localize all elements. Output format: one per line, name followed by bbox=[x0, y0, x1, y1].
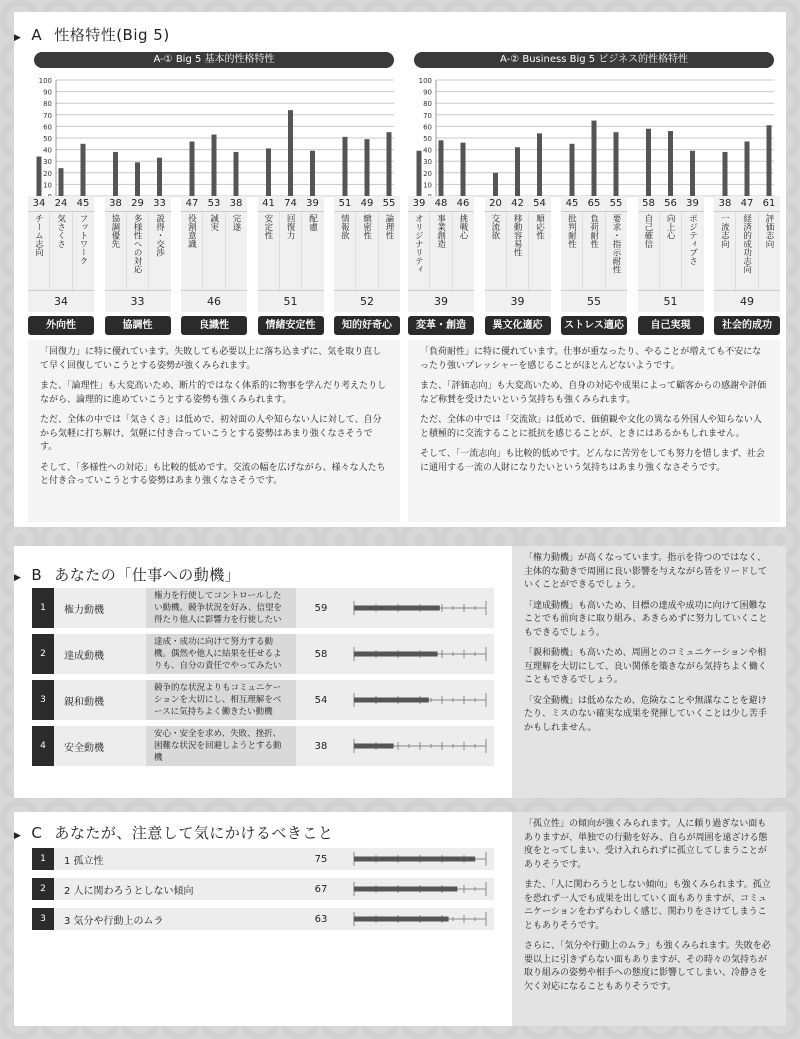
motivation-score: 38 bbox=[296, 726, 346, 766]
panel-header: A-② Business Big 5 ビジネス的性格特性 bbox=[414, 52, 774, 68]
score-row bbox=[408, 196, 474, 212]
trait-label: 説得・交渉 bbox=[154, 214, 165, 257]
row-number: 3 bbox=[32, 908, 54, 930]
label-row bbox=[181, 212, 247, 290]
trait-label: 要求・指示耐性 bbox=[610, 214, 621, 274]
score-row bbox=[181, 196, 247, 212]
trait-label: 論理性 bbox=[383, 214, 394, 240]
group-score: 46 bbox=[181, 290, 247, 312]
trait-label: 安定性 bbox=[258, 212, 280, 290]
score-row bbox=[334, 196, 400, 212]
comment-paragraph: 「負荷耐性」に特に優れています。仕事が重なったり、やることが増えても不安になったり強いプレッシャーを感じることがほとんどないようです。 bbox=[420, 347, 762, 371]
row-number: 1 bbox=[32, 588, 54, 628]
gauge-fill bbox=[354, 652, 438, 657]
trait-score: 51 bbox=[338, 198, 352, 209]
comment-paragraph: そして、「一流志向」も比較的低めです。どんなに苦労をしても努力を惜しまず、社会に通用する一流の人財になりたいという気持ちはあまり強くなさそうです。 bbox=[420, 449, 765, 473]
section-b-title: ▶ B あなたの「仕事への動機」 bbox=[14, 566, 241, 584]
score-gauge bbox=[346, 848, 494, 870]
trait-score: 53 bbox=[207, 198, 221, 209]
section-c-card bbox=[14, 812, 786, 1026]
y-tick-label: 80 bbox=[43, 100, 52, 109]
trait-label: 一流志向 bbox=[714, 212, 736, 290]
trait-label: 役割意識 bbox=[181, 212, 203, 290]
trait-score: 41 bbox=[262, 198, 275, 209]
bar-挑戦心 bbox=[461, 143, 466, 196]
label-row bbox=[105, 212, 171, 290]
comment-paragraph: 「権力動機」が高くなっています。指示を待つのではなく、主体的な動きで周囲に良い影響を与えながら皆をリードしていくことができるでしょう。 bbox=[524, 553, 768, 590]
comment-paragraph: 「回復力」に特に優れています。失敗しても必要以上に落ち込まずに、気を取り直して早く回復していこうとする姿勢が強くみられます。 bbox=[40, 347, 382, 371]
bar-要求・指示耐性 bbox=[614, 132, 619, 196]
gauge-cell bbox=[346, 908, 494, 930]
bar-自己確信 bbox=[646, 129, 651, 196]
comment-paragraph: また、「評価志向」も大変高いため、自身の対応や成果によって顧客からの感謝や評価など称賛を受けたいという気持ちも強くみられます。 bbox=[420, 381, 767, 405]
score-group bbox=[714, 196, 780, 312]
trait-score: 74 bbox=[284, 198, 297, 209]
motivation-description: 競争的な状況よりもコミュニケーションを大切にし、相互理解をベースに気持ちよく働きたい動機 bbox=[146, 680, 296, 720]
trait-score: 33 bbox=[153, 198, 166, 209]
trait-label: 多様性への対応 bbox=[127, 212, 149, 290]
trait-label: ポジティブさ bbox=[687, 214, 698, 265]
gauge-fill bbox=[354, 887, 457, 892]
score-row bbox=[561, 196, 627, 212]
bar-役割意識 bbox=[190, 141, 195, 196]
motivation-row bbox=[32, 634, 494, 674]
bar-オリジナリティ bbox=[417, 151, 422, 196]
score-group bbox=[561, 196, 627, 312]
caution-row bbox=[32, 878, 494, 900]
row-number: 3 bbox=[32, 680, 54, 720]
trait-label: 経済的成功志向 bbox=[736, 212, 758, 290]
gauge-fill bbox=[354, 857, 475, 862]
trait-label: 評価志向 bbox=[763, 214, 774, 248]
category-labels bbox=[28, 316, 400, 338]
trait-score: 39 bbox=[306, 198, 319, 209]
gauge-fill bbox=[354, 606, 440, 611]
caution-row bbox=[32, 848, 494, 870]
y-tick-label: 30 bbox=[423, 158, 432, 167]
y-tick-label: 10 bbox=[423, 181, 432, 190]
score-group bbox=[485, 196, 551, 312]
motivation-name: 権力動機 bbox=[54, 588, 146, 628]
gauge-cell bbox=[346, 726, 494, 766]
trait-label: 向上心 bbox=[660, 212, 682, 290]
y-tick-label: 40 bbox=[423, 146, 432, 155]
trait-score: 47 bbox=[740, 198, 754, 209]
category-pill: 良識性 bbox=[181, 316, 247, 335]
trait-score: 39 bbox=[686, 198, 699, 209]
comment-paragraph: 「孤立性」の傾向が強くみられます。人に頼り過ぎない面もありますが、単独での行動を好み、自らが周囲を遠ざける態度をとってしまい、受け入れられずに孤立してしまうことがありそうです。 bbox=[524, 819, 768, 870]
trait-score: 55 bbox=[609, 198, 623, 209]
score-group bbox=[181, 196, 247, 312]
caution-score: 63 bbox=[296, 908, 346, 930]
motivation-name: 安全動機 bbox=[54, 726, 146, 766]
trait-score: 39 bbox=[412, 198, 426, 209]
y-tick-label: 70 bbox=[423, 111, 432, 120]
bar-情報欲 bbox=[343, 137, 348, 196]
category-pill: 異文化適応 bbox=[485, 316, 551, 335]
motivation-row bbox=[32, 726, 494, 766]
trait-label: 配慮 bbox=[307, 214, 318, 231]
trait-score: 55 bbox=[382, 198, 396, 209]
category-pill: 情緒安定性 bbox=[258, 316, 324, 335]
trait-score: 38 bbox=[229, 198, 243, 209]
trait-label: 完遂 bbox=[230, 214, 241, 231]
comment-paragraph: また、「論理性」も大変高いため、断片的ではなく体系的に物事を学んだり考えたりしながら、論理的に進めていこうとする姿勢も強くみられます。 bbox=[40, 381, 387, 405]
bar-完遂 bbox=[234, 152, 239, 196]
score-gauge bbox=[346, 878, 494, 900]
y-tick-label: 80 bbox=[423, 100, 432, 109]
score-gauge bbox=[346, 908, 494, 930]
trait-score: 38 bbox=[109, 198, 122, 209]
label-row bbox=[638, 212, 704, 290]
trait-label: 気さくさ bbox=[50, 212, 72, 290]
motivation-description: 安心・安全を求め、失敗、挫折、困難な状況を回避しようとする動機 bbox=[146, 726, 296, 766]
motivation-name: 達成動機 bbox=[54, 634, 146, 674]
bar-向上心 bbox=[668, 131, 673, 196]
trait-score: 65 bbox=[587, 198, 601, 209]
score-row bbox=[485, 196, 551, 212]
group-score: 51 bbox=[638, 290, 704, 312]
trait-label: チーム志向 bbox=[28, 212, 50, 290]
bar-事業創造 bbox=[439, 140, 444, 196]
label-row bbox=[258, 212, 324, 290]
score-row bbox=[28, 196, 94, 212]
caution-name: 1 孤立性 bbox=[54, 848, 296, 870]
motivation-table bbox=[32, 588, 494, 798]
trait-score: 38 bbox=[718, 198, 732, 209]
motivation-name: 親和動機 bbox=[54, 680, 146, 720]
trait-score: 49 bbox=[360, 198, 374, 209]
panel-big5 bbox=[28, 52, 400, 522]
gauge-cell bbox=[346, 634, 494, 674]
gauge-cell bbox=[346, 680, 494, 720]
group-score: 33 bbox=[105, 290, 171, 312]
gauge-fill bbox=[354, 698, 429, 703]
y-tick-label: 100 bbox=[38, 77, 52, 85]
section-a-title: ▶ A 性格特性(Big 5) bbox=[14, 26, 170, 44]
row-number: 2 bbox=[32, 878, 54, 900]
trait-score: 24 bbox=[54, 198, 68, 209]
commentary-box bbox=[28, 340, 400, 522]
comment-paragraph: ただ、全体の中では「交流欲」は低めで、価値観や文化の異なる外国人や知らない人と積極的に交流することに抵抗を感じることが、ときにはあるかもしれません。 bbox=[420, 415, 762, 439]
trait-score: 48 bbox=[434, 198, 448, 209]
y-tick-label: 90 bbox=[43, 88, 52, 97]
gauge-cell bbox=[346, 848, 494, 870]
score-columns bbox=[28, 196, 400, 312]
caution-name: 3 気分や行動上のムラ bbox=[54, 908, 296, 930]
score-row bbox=[105, 196, 171, 212]
label-row bbox=[408, 212, 474, 290]
y-tick-label: 20 bbox=[423, 169, 432, 178]
comment-paragraph: 「安全動機」は低めなため、危険なことや無謀なことを避けたり、ミスのない確実な成果を発揮していくことは少し苦手かもしれません。 bbox=[524, 695, 768, 733]
trait-score: 56 bbox=[664, 198, 677, 209]
section-b-card bbox=[14, 546, 786, 798]
trait-label: 移動容易性 bbox=[507, 212, 529, 290]
category-pill: 知的好奇心 bbox=[334, 316, 400, 335]
section-c-title: ▶ C あなたが、注意して気にかけるべきこと bbox=[14, 824, 334, 842]
trait-label: オリジナリティ bbox=[408, 212, 430, 290]
trait-label: 交流欲 bbox=[485, 212, 507, 290]
bar-チーム志向 bbox=[37, 157, 42, 196]
bar-誠実 bbox=[212, 135, 217, 196]
label-row bbox=[334, 212, 400, 290]
trait-score: 47 bbox=[185, 198, 199, 209]
comment-paragraph: ただ、全体の中では「気さくさ」は低めで、初対面の人や知らない人に対して、自分から気軽に打ち解け、気軽に付き合っていこうとする姿勢はあまり強くなさそうです。 bbox=[40, 415, 382, 452]
trait-label: 協調優先 bbox=[105, 212, 127, 290]
comment-paragraph: 「達成動機」も高いため、目標の達成や成功に向けて困難なことでも前向きに取り組み、あきらめずに努力していくこともできるでしょう。 bbox=[524, 600, 768, 638]
group-score: 49 bbox=[714, 290, 780, 312]
bar-ポジティブさ bbox=[690, 151, 695, 196]
bar-気さくさ bbox=[59, 168, 64, 196]
y-tick-label: 60 bbox=[43, 123, 52, 132]
category-pill: 社会的成功 bbox=[714, 316, 780, 335]
label-row bbox=[561, 212, 627, 290]
category-pill: 協調性 bbox=[105, 316, 171, 335]
y-tick-label: 20 bbox=[43, 169, 52, 178]
score-row bbox=[258, 196, 324, 212]
y-tick-label: 70 bbox=[43, 111, 52, 120]
row-number: 1 bbox=[32, 848, 54, 870]
motivation-row bbox=[32, 680, 494, 720]
y-tick-label: 90 bbox=[423, 88, 432, 97]
label-row bbox=[28, 212, 94, 290]
panel-business-big5 bbox=[408, 52, 780, 522]
caution-table bbox=[32, 848, 494, 948]
category-labels bbox=[408, 316, 780, 338]
row-number: 2 bbox=[32, 634, 54, 674]
trait-score: 54 bbox=[533, 198, 546, 209]
trait-label: 批判耐性 bbox=[561, 212, 583, 290]
trait-label: フットワーク bbox=[77, 214, 88, 265]
bar-フットワーク bbox=[81, 144, 86, 196]
motivation-score: 59 bbox=[296, 588, 346, 628]
comment-paragraph: さらに、「気分や行動上のムラ」も強くみられます。失敗を必要以上に引きずらない面もありますが、その時々の気持ちが取り組みの姿勢や相手への態度に影響してしまい、冷静さを欠く対応になることもありそうです。 bbox=[524, 941, 771, 992]
score-columns bbox=[408, 196, 780, 312]
comment-paragraph: 「親和動機」も高いため、周囲とのコミュニケーションや相互理解を大切にして、良い関係を築きながら気持ちよく働くこともできるでしょう。 bbox=[524, 648, 767, 685]
group-score: 34 bbox=[28, 290, 94, 312]
gauge-cell bbox=[346, 878, 494, 900]
row-number: 4 bbox=[32, 726, 54, 766]
category-pill: 自己実現 bbox=[638, 316, 704, 335]
trait-score: 45 bbox=[565, 198, 579, 209]
caution-score: 67 bbox=[296, 878, 346, 900]
commentary-box bbox=[408, 340, 780, 522]
trait-label: 順応性 bbox=[534, 214, 545, 240]
trait-label: 負荷耐性 bbox=[583, 212, 605, 290]
bar-一流志向 bbox=[723, 152, 728, 196]
trait-label: 誠実 bbox=[203, 212, 225, 290]
trait-label: 緻密性 bbox=[356, 212, 378, 290]
panel-header: A-① Big 5 基本的性格特性 bbox=[34, 52, 394, 68]
score-group bbox=[334, 196, 400, 312]
comment-paragraph: また、「人に関わろうとしない傾向」も強くみられます。孤立を恐れず一人でも成果を出していく面もありますが、コミュニケーションをわずらわしく感じ、関わりをさけてしまうこともありそうです。 bbox=[524, 880, 771, 931]
bar-緻密性 bbox=[365, 139, 370, 196]
trait-score: 42 bbox=[511, 198, 524, 209]
motivation-row bbox=[32, 588, 494, 628]
trait-score: 29 bbox=[131, 198, 144, 209]
trait-label: 情報欲 bbox=[334, 212, 356, 290]
score-group bbox=[638, 196, 704, 312]
trait-label: 挑戦心 bbox=[457, 214, 468, 240]
score-gauge bbox=[346, 634, 494, 674]
bar-chart bbox=[28, 74, 400, 214]
label-row bbox=[485, 212, 551, 290]
bar-多様性への対応 bbox=[135, 162, 140, 196]
group-score: 52 bbox=[334, 290, 400, 312]
bar-負荷耐性 bbox=[592, 121, 597, 196]
gauge-fill bbox=[354, 744, 394, 749]
y-tick-label: 30 bbox=[43, 158, 52, 167]
score-gauge bbox=[346, 588, 494, 628]
score-group bbox=[105, 196, 171, 312]
motivation-commentary bbox=[512, 546, 786, 798]
y-tick-label: 10 bbox=[43, 181, 52, 190]
bar-評価志向 bbox=[767, 125, 772, 196]
score-group bbox=[408, 196, 474, 312]
group-score: 39 bbox=[485, 290, 551, 312]
gauge-fill bbox=[354, 917, 449, 922]
bar-chart bbox=[408, 74, 780, 214]
bar-協調優先 bbox=[113, 152, 118, 196]
bar-配慮 bbox=[310, 151, 315, 196]
group-score: 39 bbox=[408, 290, 474, 312]
bar-論理性 bbox=[387, 132, 392, 196]
bar-経済的成功志向 bbox=[745, 141, 750, 196]
motivation-description: 達成・成功に向けて努力する動機。偶然や他人に結果を任せるよりも、自分の責任でやってみたい bbox=[146, 634, 296, 674]
trait-score: 46 bbox=[456, 198, 470, 209]
comment-paragraph: そして、「多様性への対応」も比較的低めです。交流の幅を広げながら、様々な人たちと付き合っていこうとする姿勢はあまり強くなさそうです。 bbox=[40, 462, 386, 486]
bar-説得・交渉 bbox=[157, 158, 162, 196]
y-tick-label: 50 bbox=[423, 135, 432, 143]
bar-順応性 bbox=[537, 133, 542, 196]
trait-score: 58 bbox=[642, 198, 655, 209]
score-gauge bbox=[346, 726, 494, 766]
motivation-score: 58 bbox=[296, 634, 346, 674]
bar-批判耐性 bbox=[570, 144, 575, 196]
category-pill: ストレス適応 bbox=[561, 316, 627, 335]
group-score: 55 bbox=[561, 290, 627, 312]
gauge-cell bbox=[346, 588, 494, 628]
trait-score: 34 bbox=[32, 198, 46, 209]
y-tick-label: 50 bbox=[43, 135, 52, 143]
group-score: 51 bbox=[258, 290, 324, 312]
trait-label: 回復力 bbox=[280, 212, 302, 290]
trait-score: 20 bbox=[489, 198, 502, 209]
score-group bbox=[28, 196, 94, 312]
category-pill: 外向性 bbox=[28, 316, 94, 335]
bar-移動容易性 bbox=[515, 147, 520, 196]
bar-交流欲 bbox=[493, 173, 498, 196]
score-gauge bbox=[346, 680, 494, 720]
score-row bbox=[638, 196, 704, 212]
motivation-description: 権力を行使してコントロールしたい動機。競争状況を好み、信望を得たり他人に影響力を行使したい bbox=[146, 588, 296, 628]
y-tick-label: 40 bbox=[43, 146, 52, 155]
bar-安定性 bbox=[266, 148, 271, 196]
label-row bbox=[714, 212, 780, 290]
trait-score: 45 bbox=[76, 198, 90, 209]
bar-回復力 bbox=[288, 110, 293, 196]
score-row bbox=[714, 196, 780, 212]
trait-label: 自己確信 bbox=[638, 212, 660, 290]
y-tick-label: 100 bbox=[418, 77, 432, 85]
caution-score: 75 bbox=[296, 848, 346, 870]
score-group bbox=[258, 196, 324, 312]
caution-row bbox=[32, 908, 494, 930]
y-tick-label: 60 bbox=[423, 123, 432, 132]
trait-label: 事業創造 bbox=[430, 212, 452, 290]
trait-score: 61 bbox=[762, 198, 776, 209]
motivation-score: 54 bbox=[296, 680, 346, 720]
caution-commentary bbox=[512, 812, 786, 1026]
section-a-card bbox=[14, 12, 786, 527]
category-pill: 変革・創造 bbox=[408, 316, 474, 335]
caution-name: 2 人に関わろうとしない傾向 bbox=[54, 878, 296, 900]
